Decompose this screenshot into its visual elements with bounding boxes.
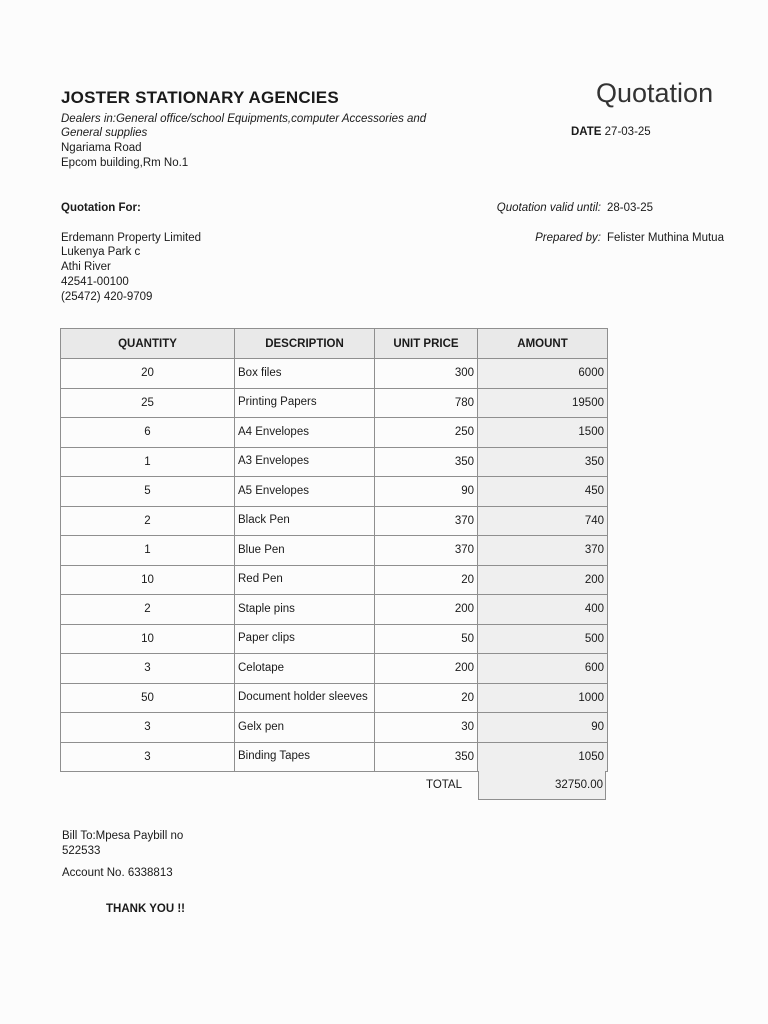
quantity-cell: 25	[61, 388, 235, 418]
table-row	[61, 683, 608, 713]
unit-price-cell: 350	[375, 742, 478, 772]
amount-cell: 19500	[478, 388, 608, 418]
unit-price-cell: 780	[375, 388, 478, 418]
items-table	[60, 328, 608, 772]
thank-you-note: THANK YOU !!	[106, 903, 186, 915]
client-name: Erdemann Property Limited	[61, 232, 201, 244]
bill-to-line: Bill To:Mpesa Paybill no	[62, 830, 184, 842]
description-cell: Gelx pen	[235, 713, 375, 743]
description-cell: Printing Papers	[235, 388, 375, 418]
amount-cell: 450	[478, 477, 608, 507]
total-label: TOTAL	[426, 779, 462, 791]
unit-price-cell: 200	[375, 595, 478, 625]
amount-header: AMOUNT	[478, 329, 608, 359]
table-row	[61, 447, 608, 477]
paybill-number: 522533	[62, 845, 101, 857]
amount-cell: 1500	[478, 418, 608, 448]
client-address-line: Athi River	[61, 261, 111, 273]
quantity-cell: 1	[61, 536, 235, 566]
quantity-cell: 50	[61, 683, 235, 713]
quantity-cell: 2	[61, 506, 235, 536]
description-header: DESCRIPTION	[235, 329, 375, 359]
amount-cell: 400	[478, 595, 608, 625]
unit-price-cell: 20	[375, 683, 478, 713]
description-cell: Celotape	[235, 654, 375, 684]
quantity-cell: 10	[61, 624, 235, 654]
quotation-date	[571, 126, 651, 138]
amount-cell: 500	[478, 624, 608, 654]
amount-cell: 1000	[478, 683, 608, 713]
unit-price-cell: 20	[375, 565, 478, 595]
amount-cell: 1050	[478, 742, 608, 772]
amount-cell: 370	[478, 536, 608, 566]
dealers-line: Dealers in:General office/school Equipments,computer Accessories and General supplies	[61, 113, 427, 139]
description-cell: A3 Envelopes	[235, 447, 375, 477]
quantity-cell: 6	[61, 418, 235, 448]
client-address-line: Lukenya Park c	[61, 246, 141, 258]
table-row	[61, 742, 608, 772]
client-postal-code: 42541-00100	[61, 276, 129, 288]
unit-price-cell: 30	[375, 713, 478, 743]
amount-cell: 200	[478, 565, 608, 595]
table-row	[61, 595, 608, 625]
date-label: DATE	[571, 126, 602, 138]
quantity-header: QUANTITY	[61, 329, 235, 359]
table-row	[61, 654, 608, 684]
valid-until-label: Quotation valid until:	[496, 202, 601, 214]
quantity-cell: 3	[61, 742, 235, 772]
table-row	[61, 536, 608, 566]
amount-cell: 90	[478, 713, 608, 743]
table-row	[61, 388, 608, 418]
table-header-row	[61, 329, 608, 359]
amount-cell: 740	[478, 506, 608, 536]
client-phone: (25472) 420-9709	[61, 291, 153, 303]
company-name: JOSTER STATIONARY AGENCIES	[61, 88, 339, 107]
description-cell: A5 Envelopes	[235, 477, 375, 507]
unit-price-cell: 350	[375, 447, 478, 477]
unit-price-cell: 370	[375, 506, 478, 536]
table-row	[61, 506, 608, 536]
quantity-cell: 10	[61, 565, 235, 595]
quantity-cell: 20	[61, 359, 235, 389]
table-row	[61, 418, 608, 448]
unit-price-cell: 50	[375, 624, 478, 654]
unit-price-cell: 370	[375, 536, 478, 566]
quantity-cell: 5	[61, 477, 235, 507]
quantity-cell: 3	[61, 713, 235, 743]
amount-cell: 350	[478, 447, 608, 477]
valid-until-value: 28-03-25	[607, 202, 654, 214]
table-row	[61, 624, 608, 654]
unit-price-cell: 200	[375, 654, 478, 684]
address-building: Epcom building,Rm No.1	[61, 157, 189, 169]
document-title: Quotation	[596, 78, 714, 108]
account-number: Account No. 6338813	[62, 867, 173, 879]
unit-price-cell: 90	[375, 477, 478, 507]
quantity-cell: 2	[61, 595, 235, 625]
description-cell: Paper clips	[235, 624, 375, 654]
unit-price-header: UNIT PRICE	[375, 329, 478, 359]
description-cell: Box files	[235, 359, 375, 389]
unit-price-cell: 250	[375, 418, 478, 448]
table-row	[61, 359, 608, 389]
prepared-by-value: Felister Muthina Mutua	[607, 232, 724, 244]
description-cell: A4 Envelopes	[235, 418, 375, 448]
prepared-by-label: Prepared by:	[535, 232, 601, 244]
description-cell: Black Pen	[235, 506, 375, 536]
total-amount: 32750.00	[478, 771, 606, 800]
amount-cell: 6000	[478, 359, 608, 389]
description-cell: Staple pins	[235, 595, 375, 625]
table-row	[61, 713, 608, 743]
table-row	[61, 477, 608, 507]
description-cell: Blue Pen	[235, 536, 375, 566]
description-cell: Document holder sleeves	[235, 683, 375, 713]
description-cell: Binding Tapes	[235, 742, 375, 772]
quotation-for-label: Quotation For:	[61, 202, 141, 214]
unit-price-cell: 300	[375, 359, 478, 389]
quantity-cell: 1	[61, 447, 235, 477]
description-cell: Red Pen	[235, 565, 375, 595]
address-road: Ngariama Road	[61, 142, 142, 154]
quantity-cell: 3	[61, 654, 235, 684]
amount-cell: 600	[478, 654, 608, 684]
date-value: 27-03-25	[604, 126, 651, 138]
table-row	[61, 565, 608, 595]
